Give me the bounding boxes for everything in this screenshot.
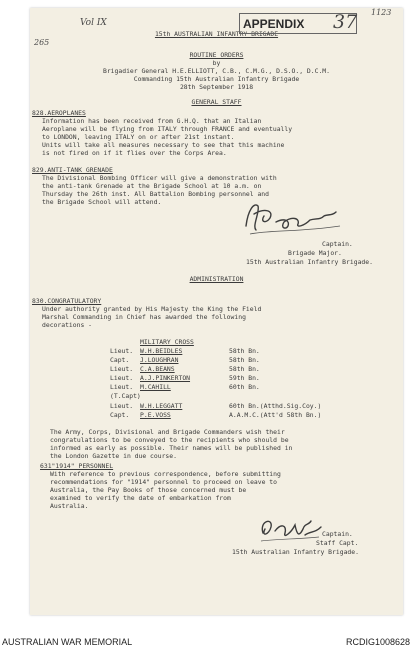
- medal-name: W.H.BEIDLES: [140, 347, 183, 355]
- order-line: to LONDON, leaving ITALY on or after 21st instant.: [42, 133, 235, 141]
- congrat-line: The Army, Corps, Divisional and Brigade Commanders wish their: [50, 428, 285, 436]
- medal-unit: 59th Bn.: [229, 374, 260, 382]
- order-line: examined to verify the date of embarkation from: [50, 494, 231, 502]
- signature-appointment: Brigade Major.: [288, 249, 342, 257]
- section-heading-general-staff: GENERAL STAFF: [191, 98, 242, 106]
- order-line: the Brigade School will attend.: [42, 198, 162, 206]
- handwritten-folio: 1123: [371, 8, 392, 17]
- medal-name: M.CAHILL: [140, 383, 171, 391]
- medal-rank: Lieut.: [110, 374, 134, 382]
- medal-heading: MILITARY CROSS: [140, 338, 194, 346]
- medal-rank: Capt.: [110, 356, 130, 364]
- congrat-line: the London Gazette in due course.: [50, 452, 177, 460]
- title-by: by: [212, 59, 221, 67]
- section-heading-administration: ADMINISTRATION: [189, 275, 244, 283]
- order-date: 28th September 1918: [179, 83, 254, 91]
- signature-appointment-2: Staff Capt.: [316, 539, 359, 547]
- signature-staff-captain: [255, 511, 325, 545]
- medal-unit: 60th Bn.: [229, 383, 260, 391]
- appendix-label: APPENDIX: [243, 17, 305, 31]
- medal-rank: (T.Capt): [110, 392, 141, 400]
- order-line: decorations -: [42, 321, 93, 329]
- signature-unit: 15th Australian Infantry Brigade.: [246, 258, 373, 266]
- brigade-heading: 15th AUSTRALIAN INFANTRY BRIGADE: [154, 30, 279, 38]
- signature-rank: Captain.: [322, 240, 353, 248]
- order-line: Under authority granted by His Majesty the King the Field: [42, 305, 262, 313]
- handwritten-page-number: 265: [34, 38, 50, 47]
- order-line: recommendations for "1914" personnel to proceed on leave to: [50, 478, 278, 486]
- order-heading-1914-personnel: 631"1914" PERSONNEL: [40, 462, 114, 470]
- order-line: Australia, the Pay Books of those concerned must be: [50, 486, 247, 494]
- order-line: Marshal Commanding in Chief has awarded the following: [42, 313, 246, 321]
- footer-record-id: RCDIG1008628: [345, 637, 410, 647]
- medal-name: W.H.LEGGATT: [140, 402, 183, 410]
- order-heading-829: 829.ANTI-TANK GRENADE: [32, 166, 113, 174]
- medal-unit: 58th Bn.: [229, 347, 260, 355]
- medal-name: P.E.VOSS: [140, 411, 171, 419]
- medal-rank: Lieut.: [110, 402, 134, 410]
- signature-rank-2: Captain.: [322, 530, 353, 538]
- order-line: With reference to previous correspondence, before submitting: [50, 470, 281, 478]
- medal-unit: 58th Bn.: [229, 356, 260, 364]
- order-line: The Divisional Bombing Officer will give a demonstration with: [42, 174, 277, 182]
- order-line: Units will take all measures necessary to see that this machine: [42, 141, 285, 149]
- medal-name: J.LOUGHRAN: [140, 356, 179, 364]
- order-line: Australia.: [50, 502, 89, 510]
- medal-name: A.J.PINKERTON: [140, 374, 191, 382]
- handwritten-volume: Vol IX: [80, 18, 107, 28]
- order-heading-828: 828.AEROPLANES: [32, 109, 86, 117]
- medal-unit: 58th Bn.: [229, 365, 260, 373]
- medal-unit: 60th Bn.(Atthd.Sig.Coy.): [229, 402, 322, 410]
- order-line: Aeroplane will be flying from ITALY through FRANCE and eventually: [42, 125, 293, 133]
- signature-unit-2: 15th Australian Infantry Brigade.: [232, 548, 359, 556]
- medal-rank: Lieut.: [110, 383, 134, 391]
- medal-rank: Lieut.: [110, 347, 134, 355]
- order-line: the anti-tank Grenade at the Brigade School at 10 a.m. on: [42, 182, 262, 190]
- medal-rank: Capt.: [110, 411, 130, 419]
- medal-rank: Lieut.: [110, 365, 134, 373]
- document-title: ROUTINE ORDERS: [189, 51, 244, 59]
- footer-archive-name: AUSTRALIAN WAR MEMORIAL: [2, 637, 133, 647]
- order-line: Thursday the 26th inst. All Battalion Bombing personnel and: [42, 190, 270, 198]
- medal-unit: A.A.M.C.(Att'd 58th Bn.): [229, 411, 322, 419]
- congrat-line: congratulations to be conveyed to the recipients who should be: [50, 436, 289, 444]
- congrat-line: informed as early as possible. Their names will be published in: [50, 444, 293, 452]
- order-line: Information has been received from G.H.Q. that an Italian: [42, 117, 262, 125]
- medal-name: C.A.BEANS: [140, 365, 175, 373]
- signature-brigade-major: [240, 196, 350, 238]
- command-line: Commanding 15th Australian Infantry Brigade: [133, 75, 300, 83]
- document-page: [30, 8, 403, 615]
- order-heading-830: 830.CONGRATULATORY: [32, 297, 102, 305]
- order-line: is not fired on if it flies over the Corps Area.: [42, 149, 227, 157]
- handwritten-appendix-number: 37: [333, 11, 358, 33]
- author-line: Brigadier General H.E.ELLIOTT, C.B., C.M.G., D.S.O., D.C.M.: [102, 67, 330, 75]
